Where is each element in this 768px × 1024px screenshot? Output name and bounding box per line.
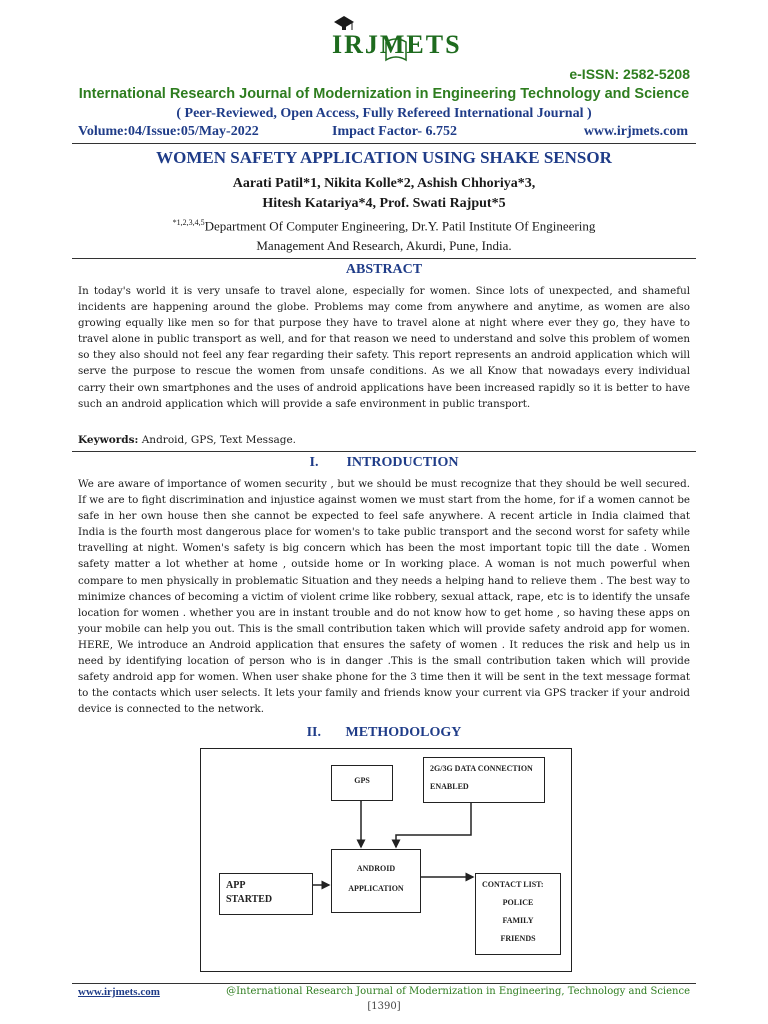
methodology-heading: II. METHODOLOGY — [306, 725, 462, 740]
contact-family: FAMILY — [502, 916, 534, 925]
contact-list-title: CONTACT LIST: — [482, 880, 544, 889]
contact-police: POLICE — [502, 898, 534, 907]
app-started-label-2: STARTED — [226, 894, 273, 905]
gps-box — [331, 765, 393, 801]
paper-title: WOMEN SAFETY APPLICATION USING SHAKE SENSOR — [156, 148, 612, 167]
abstract-text: In today's world it is very unsafe to travel alone, especially for women. Since lots of unexpected, and shameful incidents are happening around the globe. Problems may come from anywhere and anytime, as women are also growing equally like men so for that purpose they have to travel alone at night where ever they go, they have to travel alone in public transport as well, and for that reason we need to understand and solve this problem of women so they also should not feel any fear regarding their safety. This report represents an android application which will serve the purpose to rescue the women from unsafe conditions. As we all Know that nowadays every individual carry their own smartphones and the uses of android applications have been increased rapidly so it is better to have such an android application which will provide a safe environment in public transport. — [78, 285, 690, 410]
gps-label: GPS — [354, 776, 370, 785]
authors-line-1: Aarati Patil*1, Nikita Kolle*2, Ashish Chhoriya*3, — [232, 176, 536, 191]
affiliation-line-1 — [0, 218, 768, 234]
android-label-2: APPLICATION — [348, 884, 404, 893]
keywords-text: Android, GPS, Text Message. — [138, 434, 296, 446]
issn: e-ISSN: 2582-5208 — [569, 66, 690, 82]
android-application-box — [331, 849, 421, 913]
impact-factor: Impact Factor- 6.752 — [332, 124, 458, 139]
journal-name: International Research Journal of Modernization in Engineering Technology and Science — [78, 86, 690, 102]
affiliation-marker: *1,2,3,4,5 — [172, 218, 205, 227]
header-divider — [72, 143, 696, 144]
peer-review-note: ( Peer-Reviewed, Open Access, Fully Refereed International Journal ) — [176, 106, 592, 121]
journal-website[interactable]: www.irjmets.com — [583, 124, 688, 139]
volume-info: Volume:04/Issue:05/May-2022 — [78, 124, 259, 139]
contact-friends: FRIENDS — [500, 934, 536, 943]
footer-divider — [72, 983, 696, 984]
data-connection-label-1: 2G/3G DATA CONNECTION — [430, 764, 533, 773]
footer-website-link[interactable]: www.irjmets.com — [78, 986, 160, 998]
footer-copyright: @International Research Journal of Modernization in Engineering, Technology and Science — [226, 986, 690, 997]
app-started-label-1: APP — [226, 880, 246, 891]
affiliation-text: Department Of Computer Engineering, Dr.Y. Patil Institute Of Engineering — [204, 218, 596, 234]
data-connection-box — [423, 757, 545, 803]
logo-text: IRJMETS — [332, 30, 462, 59]
title-divider — [72, 258, 696, 259]
introduction-heading: I. INTRODUCTION — [309, 455, 459, 470]
introduction-text: We are aware of importance of women security , but we should be must recognize that they should be well secured. If we are to fight discrimination and injustice against women we must start from the home, for if a women cannot be safe in her own house then she cannot be expected to feel safe anywhere. A recent article in India claimed that India is the fourth most dangerous place for women's to take public transport and the second worst for safety while travelling at night. Women's safety is big concern which has been the most important topic till the date . Women safety matter a lot whether at home , outside home or In working place. A woman is not much powerful when compare to men physically in problematic Situation and they needs a helping hand to relieve them . The best way to minimize chances of becoming a victim of violent crime like robbery, sexual attack, rape, etc is to identify the unsafe location for women . whether you are in instant trouble and do not know how to get home , so having these apps on your mobile can help you out. This is the small contribution taken which will provide safety android app for women. HERE, We introduce an Android application that ensures the safety of women . It reduces the risk and help us in need by identifying location of person who is in danger .This is the small contribution taken which will provide safety android app for women. When user shake phone for the 3 time then it will be sent in the text message format to the contacts which user selects. It lets your family and friends know your current via GPS tracker if your android device is connected to the network. — [78, 478, 690, 716]
data-connection-label-2: ENABLED — [430, 782, 469, 791]
journal-logo — [320, 12, 470, 68]
keywords-label: Keywords: — [78, 434, 139, 446]
abstract-divider — [72, 451, 696, 452]
affiliation-line-2: Management And Research, Akurdi, Pune, India. — [256, 238, 512, 253]
abstract-heading: ABSTRACT — [345, 262, 423, 277]
app-started-box — [219, 873, 313, 915]
authors-line-2: Hitesh Katariya*4, Prof. Swati Rajput*5 — [262, 196, 506, 211]
contact-list-box — [475, 873, 561, 955]
page-number: [1390] — [367, 1001, 401, 1012]
android-label-1: ANDROID — [356, 864, 396, 873]
keywords — [78, 434, 296, 446]
methodology-diagram — [200, 748, 572, 972]
